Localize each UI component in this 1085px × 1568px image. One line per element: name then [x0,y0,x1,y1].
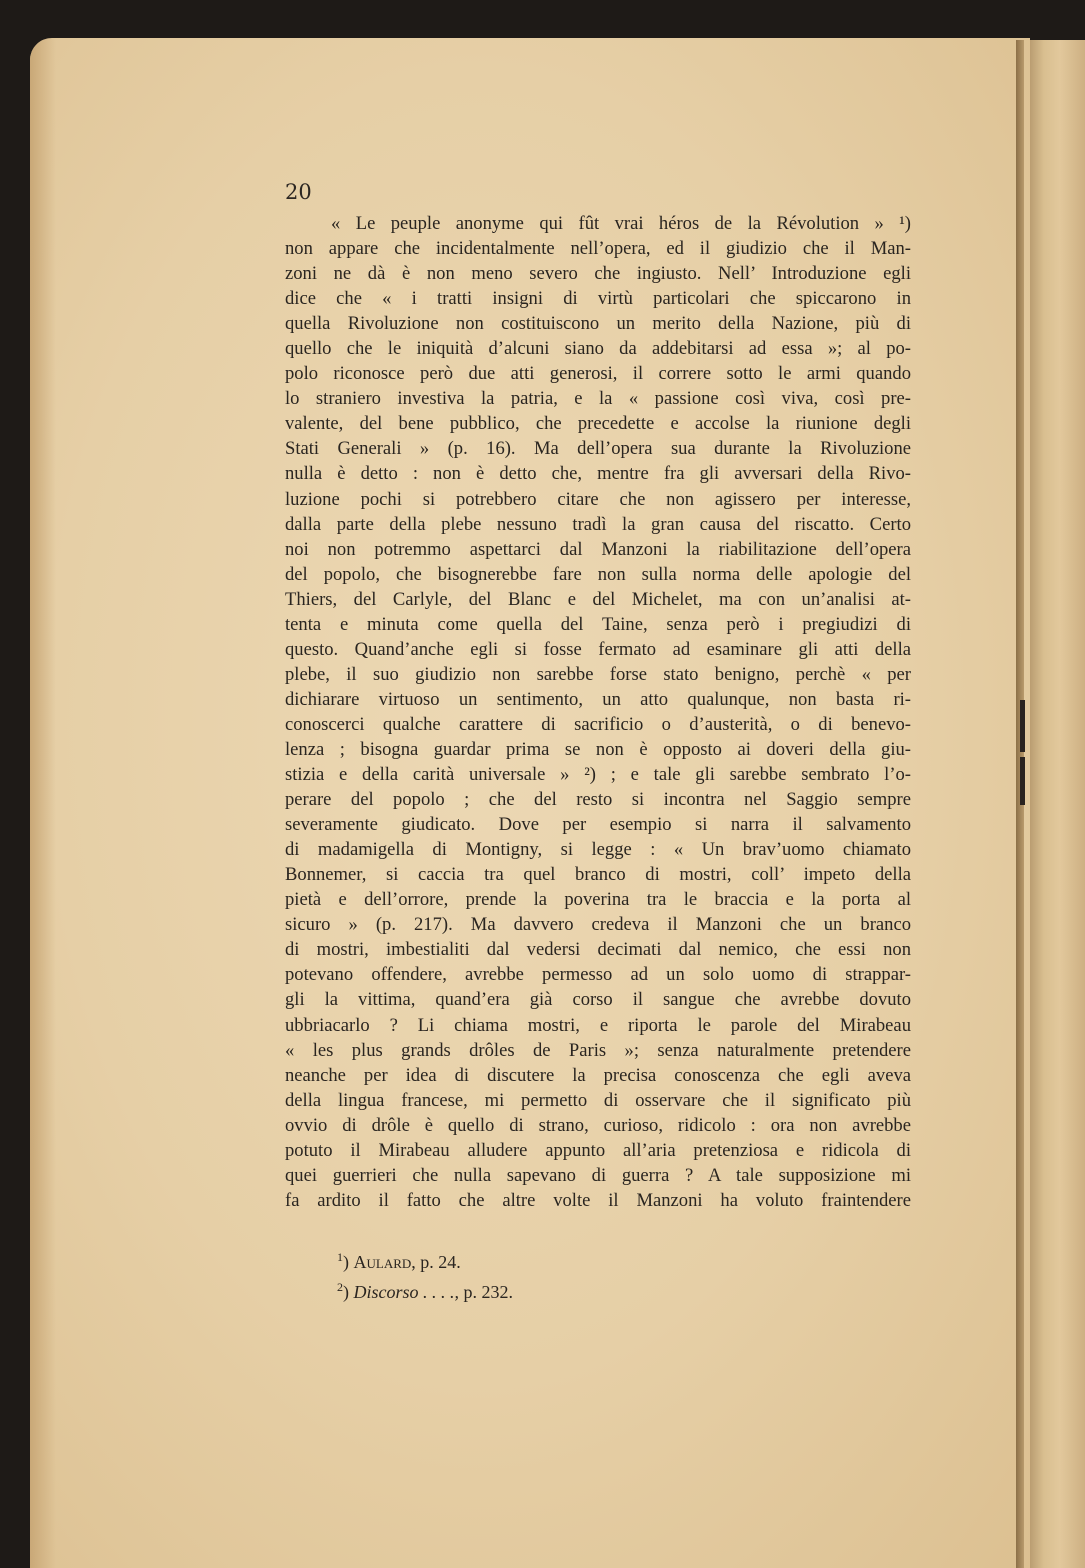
footnote-ref: p. 232. [459,1282,514,1302]
text-line: Bonnemer, si caccia tra quel branco di mostri, coll’ impeto della [285,864,911,886]
text-line: sicuro » (p. 217). Ma davvero credeva il Manzoni che un branco [285,914,911,936]
text-line: pietà e dell’orrore, prende la poverina tra le braccia e la porta al [285,889,911,911]
text-line: dice che « i tratti insigni di virtù particolari che spiccarono in [285,288,911,310]
text-line: luzione pochi si potrebbero citare che non agissero per interesse, [285,488,911,510]
text-line: dalla parte della plebe nessuno tradì la gran causa del riscatto. Certo [285,513,911,535]
footnote-mark: 1 [337,1250,343,1264]
text-line: Thiers, del Carlyle, del Blanc e del Michelet, ma con un’analisi at- [285,588,911,610]
text-line: neanche per idea di discutere la precisa conoscenza che egli aveva [285,1064,911,1086]
footnote-2: $^2$) Discorso . . . ., p. 232. [337,1280,514,1302]
next-page-edge [1022,40,1085,1568]
page-shadow [30,38,56,1568]
text-line: nulla è detto : non è detto che, mentre fra gli avversari della Rivo- [285,463,911,485]
footnote-1: $^1$) Aulard, p. 24. [337,1250,461,1272]
text-line: « Le peuple anonyme qui fût vrai héros de la Révolution » ¹) [331,213,911,234]
text-line: dichiarare virtuoso un sentimento, un atto qualunque, non basta ri- [285,688,911,710]
text-line: quello che le iniquità d’alcuni siano da addebitarsi ad essa »; al po- [285,338,911,360]
footnote-mark: 2 [337,1280,343,1294]
text-line: ovvio di drôle è quello di strano, curioso, ridicolo : ora non avrebbe [285,1114,911,1136]
binding-stitch [1020,700,1025,752]
text-line: ubbriacarlo ? Li chiama mostri, e riporta le parole del Mirabeau [285,1014,911,1036]
text-line: potevano offendere, avrebbe permesso ad un solo uomo di strappar- [285,964,911,986]
text-line: della lingua francese, mi permetto di osservare che il significato più [285,1089,911,1111]
text-line: di mostri, imbestialiti dal vedersi decimati dal nemico, che essi non [285,939,911,961]
text-line: non appare che incidentalmente nell’opera, ed il giudizio che il Man- [285,238,911,260]
footnote-author: Aulard, [353,1252,416,1272]
text-line: « les plus grands drôles de Paris »; senza naturalmente pretendere [285,1039,911,1061]
footnote-title: Discorso . . . ., [353,1282,460,1302]
page-number: 20 [285,180,312,204]
binding-stitch [1020,757,1025,805]
text-line: lo straniero investiva la patria, e la « passione così viva, così pre- [285,388,911,410]
text-line: questo. Quand’anche egli si fosse fermato ad esaminare gli atti della [285,638,911,660]
text-line: quei guerrieri che nulla sapevano di guerra ? A tale supposizione mi [285,1164,911,1186]
footnotes [337,1245,513,1305]
text-line: gli la vittima, quand’era già corso il sangue che avrebbe dovuto [285,989,911,1011]
body-text [285,211,911,1213]
text-line: perare del popolo ; che del resto si incontra nel Saggio sempre [285,789,911,811]
text-line: di madamigella di Montigny, si legge : « Un brav’uomo chiamato [285,839,911,861]
text-line: stizia e della carità universale » ²) ; e tale gli sarebbe sembrato l’o- [285,764,911,786]
text-line: del popolo, che bisognerebbe fare non sulla norma delle apologie del [285,563,911,585]
text-line: fa ardito il fatto che altre volte il Manzoni ha voluto fraintendere [285,1189,911,1211]
text-line: tenta e minuta come quella del Taine, senza però i pregiudizi di [285,613,911,635]
footnote-ref: p. 24. [415,1252,461,1272]
text-line: plebe, il suo giudizio non sarebbe forse stato benigno, perchè « per [285,663,911,685]
text-line: noi non potremmo aspettarci dal Manzoni la riabilitazione dell’opera [285,538,911,560]
text-line: quella Rivoluzione non costituiscono un merito della Nazione, più di [285,313,911,335]
text-line: potuto il Mirabeau alludere appunto all’aria pretenziosa e ridicola di [285,1139,911,1161]
text-line: severamente giudicato. Dove per esempio si narra il salvamento [285,814,911,836]
text-line: lenza ; bisogna guardar prima se non è opposto ai doveri della giu- [285,738,911,760]
text-line: valente, del bene pubblico, che precedette e accolse la riunione degli [285,413,911,435]
text-line: conoscerci qualche carattere di sacrificio o d’austerità, o di benevo- [285,713,911,735]
text-line: zoni ne dà è non meno severo che ingiusto. Nell’ Introduzione egli [285,263,911,285]
text-line: Stati Generali » (p. 16). Ma dell’opera sua durante la Rivoluzione [285,438,911,460]
text-line: polo riconosce però due atti generosi, il correre sotto le armi quando [285,363,911,385]
